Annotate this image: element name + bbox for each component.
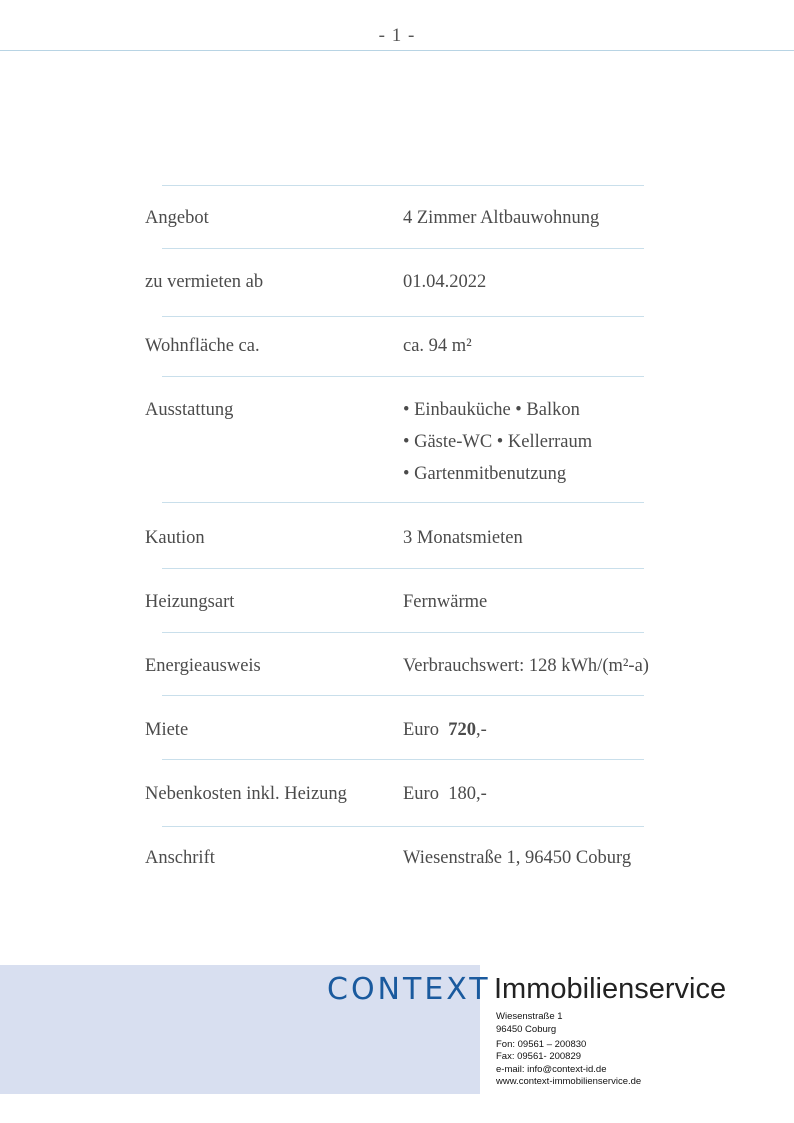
- value-additional-costs: Euro 180,-: [403, 784, 487, 804]
- label-deposit: Kaution: [145, 528, 205, 548]
- rent-amount: 720: [448, 720, 476, 740]
- label-features: Ausstattung: [145, 400, 234, 420]
- row-divider: [162, 185, 644, 186]
- value-available-from: 01.04.2022: [403, 272, 487, 292]
- rent-prefix: Euro: [403, 720, 449, 740]
- row-divider: [162, 759, 644, 760]
- row-divider: [162, 826, 644, 827]
- row-divider: [162, 632, 644, 633]
- value-heating-type: Fernwärme: [403, 592, 488, 612]
- value-deposit: 3 Monatsmieten: [403, 528, 523, 548]
- row-divider: [162, 376, 644, 377]
- page-number: - 1 -: [378, 25, 416, 46]
- value-living-area: ca. 94 m²: [403, 336, 472, 356]
- label-angebot: Angebot: [145, 208, 209, 228]
- feature-line: • Gäste-WC • Kellerraum: [403, 432, 593, 452]
- label-additional-costs: Nebenkosten inkl. Heizung: [145, 784, 347, 804]
- contact-website-link[interactable]: www.context-immobilienservice.de: [496, 1076, 642, 1087]
- row-divider: [162, 248, 644, 249]
- brand-logo-immobilienservice: Immobilienservice: [494, 973, 727, 1005]
- row-divider: [162, 316, 644, 317]
- value-energy-certificate: Verbrauchswert: 128 kWh/(m²-a): [403, 656, 649, 676]
- row-divider: [162, 695, 644, 696]
- row-divider: [162, 502, 644, 503]
- contact-street: Wiesenstraße 1: [496, 1011, 563, 1022]
- brand-logo-context: CONTEXT: [327, 972, 491, 1007]
- label-rent: Miete: [145, 720, 189, 740]
- contact-email-link[interactable]: e-mail: info@context-id.de: [496, 1064, 607, 1075]
- feature-line: • Gartenmitbenutzung: [403, 464, 567, 484]
- value-angebot: 4 Zimmer Altbauwohnung: [403, 208, 600, 228]
- value-address: Wiesenstraße 1, 96450 Coburg: [403, 848, 632, 868]
- contact-phone: Fon: 09561 – 200830: [496, 1039, 587, 1050]
- row-divider: [162, 568, 644, 569]
- feature-line: • Einbauküche • Balkon: [403, 400, 580, 420]
- value-features: [403, 394, 592, 490]
- label-energy-certificate: Energieausweis: [145, 656, 261, 676]
- label-heating-type: Heizungsart: [145, 592, 235, 612]
- label-available-from: zu vermieten ab: [145, 272, 264, 292]
- label-address: Anschrift: [145, 848, 215, 868]
- contact-fax: Fax: 09561- 200829: [496, 1051, 582, 1062]
- contact-city: 96450 Coburg: [496, 1024, 557, 1035]
- value-rent: [403, 714, 487, 746]
- label-living-area: Wohnfläche ca.: [145, 336, 260, 356]
- header-rule: [0, 50, 794, 51]
- rent-suffix: ,-: [475, 720, 487, 740]
